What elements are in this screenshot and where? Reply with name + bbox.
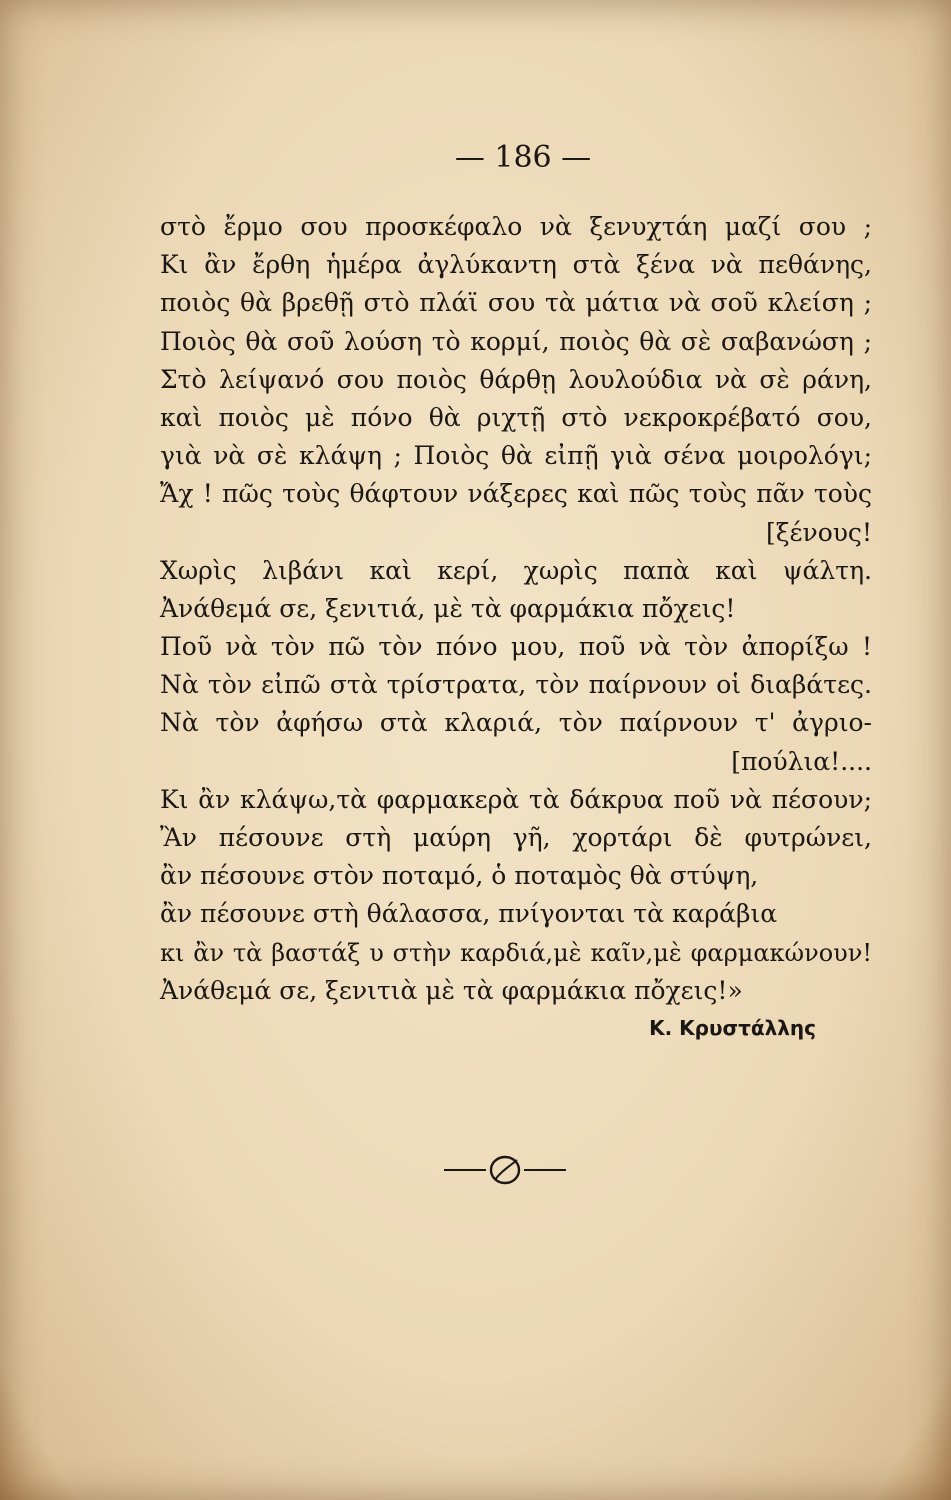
poem-line: Χωρὶς λιβάνι καὶ κερί, χωρὶς παπὰ καὶ ψάλτη. <box>160 555 872 585</box>
poem-line: Ἀνάθεμά σε, ξενιτιὰ μὲ τὰ φαρμάκια πὄχεις!» <box>160 975 743 1005</box>
end-ornament-icon <box>440 1150 570 1190</box>
poem-line: κι ἂν τὰ βαστάξ υ στὴν καρδιά,μὲ καῖν,μὲ φαρμακώνουν! <box>160 938 872 967</box>
poem-line: γιὰ νὰ σὲ κλάψη ; Ποιὸς θὰ εἰπῇ γιὰ σένα μοιρολόγι; <box>160 441 872 471</box>
poem-text <box>160 208 872 1010</box>
poem-line: Νὰ τὸν εἰπῶ στὰ τρίστρατα, τὸν παίρνουν οἱ διαβάτες. <box>160 670 872 700</box>
poem-line: Ἂν πέσουνε στὴ μαύρη γῆ, χορτάρι δὲ φυτρώνει, <box>160 823 872 852</box>
poem-line: Ποῦ νὰ τὸν πῶ τὸν πόνο μου, ποῦ νὰ τὸν ἀπορίξω ! <box>160 632 872 662</box>
poem-line: Στὸ λείψανό σου ποιὸς θάρθῃ λουλούδια νὰ σὲ ράνη, <box>160 364 872 394</box>
author-signature: Κ. Κρυστάλλης <box>649 1016 816 1040</box>
poem-line: Κι ἂν ἔρθη ἡμέρα ἀγλύκαντη στὰ ξένα νὰ πεθάνης, <box>160 250 872 280</box>
poem-line: ἂν πέσουνε στὴ θάλασσα, πνίγονται τὰ καράβια <box>160 899 778 929</box>
poem-line-continuation: [ξένους! <box>766 517 872 547</box>
poem-line: ἂν πέσουνε στὸν ποταμό, ὁ ποταμὸς θὰ στύψη, <box>160 861 759 891</box>
poem-line: καὶ ποιὸς μὲ πόνο θὰ ριχτῇ στὸ νεκροκρέβατό σου, <box>160 402 872 432</box>
poem-line: Νὰ τὸν ἀφήσω στὰ κλαριά, τὸν παίρνουν τ' ἀγριο- <box>160 708 872 738</box>
page-number: — 186 — <box>454 140 592 175</box>
poem-line: ποιὸς θὰ βρεθῇ στὸ πλάϊ σου τὰ μάτια νὰ σοῦ κλείση ; <box>160 288 872 318</box>
poem-line-continuation: [πούλια!.... <box>731 746 872 776</box>
poem-line: Κι ἂν κλάψω,τὰ φαρμακερὰ τὰ δάκρυα ποῦ νὰ πέσουν; <box>160 784 872 814</box>
poem-line: στὸ ἔρμο σου προσκέφαλο νὰ ξενυχτάη μαζί σου ; <box>160 212 872 241</box>
poem-line: Ποιὸς θὰ σοῦ λούση τὸ κορμί, ποιὸς θὰ σὲ σαβανώση ; <box>160 326 872 356</box>
poem-line: Ἄχ ! πῶς τοὺς θάφτουν νάξερες καὶ πῶς τοὺς πᾶν τοὺς <box>160 479 872 509</box>
poem-line: Ἀνάθεμά σε, ξενιτιά, μὲ τὰ φαρμάκια πὄχεις! <box>160 593 736 623</box>
